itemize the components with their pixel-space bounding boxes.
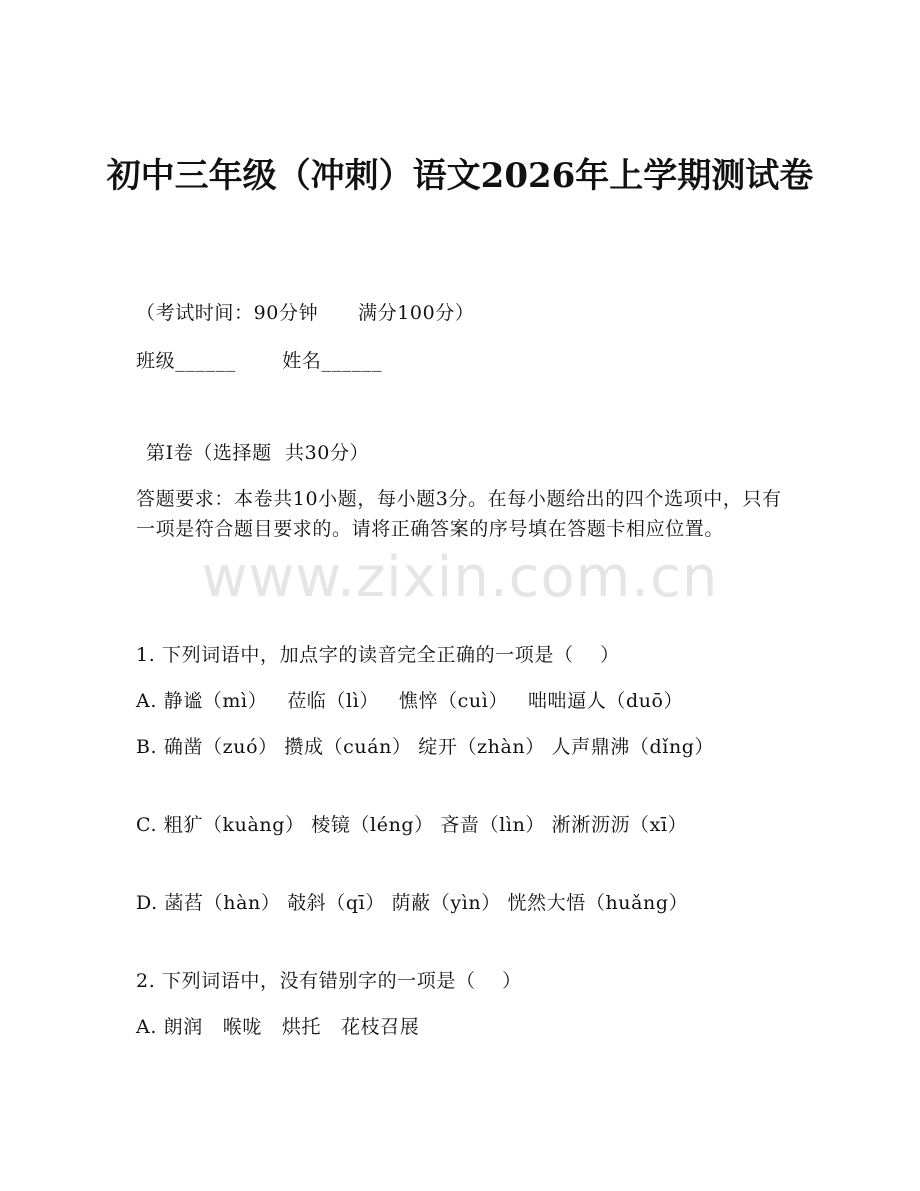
question-1-stem: 1. 下列词语中，加点字的读音完全正确的一项是（ ）: [136, 644, 620, 666]
question-1-option-b: B. 确凿（zuó） 攒成（cuán） 绽开（zhàn） 人声鼎沸（dǐng）: [136, 736, 715, 758]
class-name-fields: 班级______ 姓名______: [136, 350, 383, 372]
section-heading: 第I卷（选择题 共30分）: [146, 442, 370, 464]
page-title: 初中三年级（冲刺）语文2026年上学期测试卷: [106, 156, 814, 196]
question-2-stem: 2. 下列词语中，没有错别字的一项是（ ）: [136, 970, 522, 992]
exam-time-score: （考试时间：90分钟 满分100分）: [136, 302, 475, 324]
watermark: www.zixin.com.cn: [201, 545, 719, 610]
question-1-option-c: C. 粗犷（kuàng） 棱镜（léng） 吝啬（lìn） 淅淅沥沥（xī）: [136, 814, 688, 836]
question-1-option-d: D. 菡萏（hàn） 攲斜（qī） 荫蔽（yìn） 恍然大悟（huǎng）: [136, 892, 689, 914]
section-instructions: 答题要求：本卷共10小题，每小题3分。在每小题给出的四个选项中，只有一项是符合题目要求的。请将正确答案的序号填在答题卡相应位置。: [136, 488, 782, 540]
question-1-option-a: A. 静谧（mì） 莅临（lì） 憔悴（cuì） 咄咄逼人（duō）: [136, 690, 684, 712]
question-2-option-a: A. 朗润 喉咙 烘托 花枝召展: [136, 1016, 420, 1038]
